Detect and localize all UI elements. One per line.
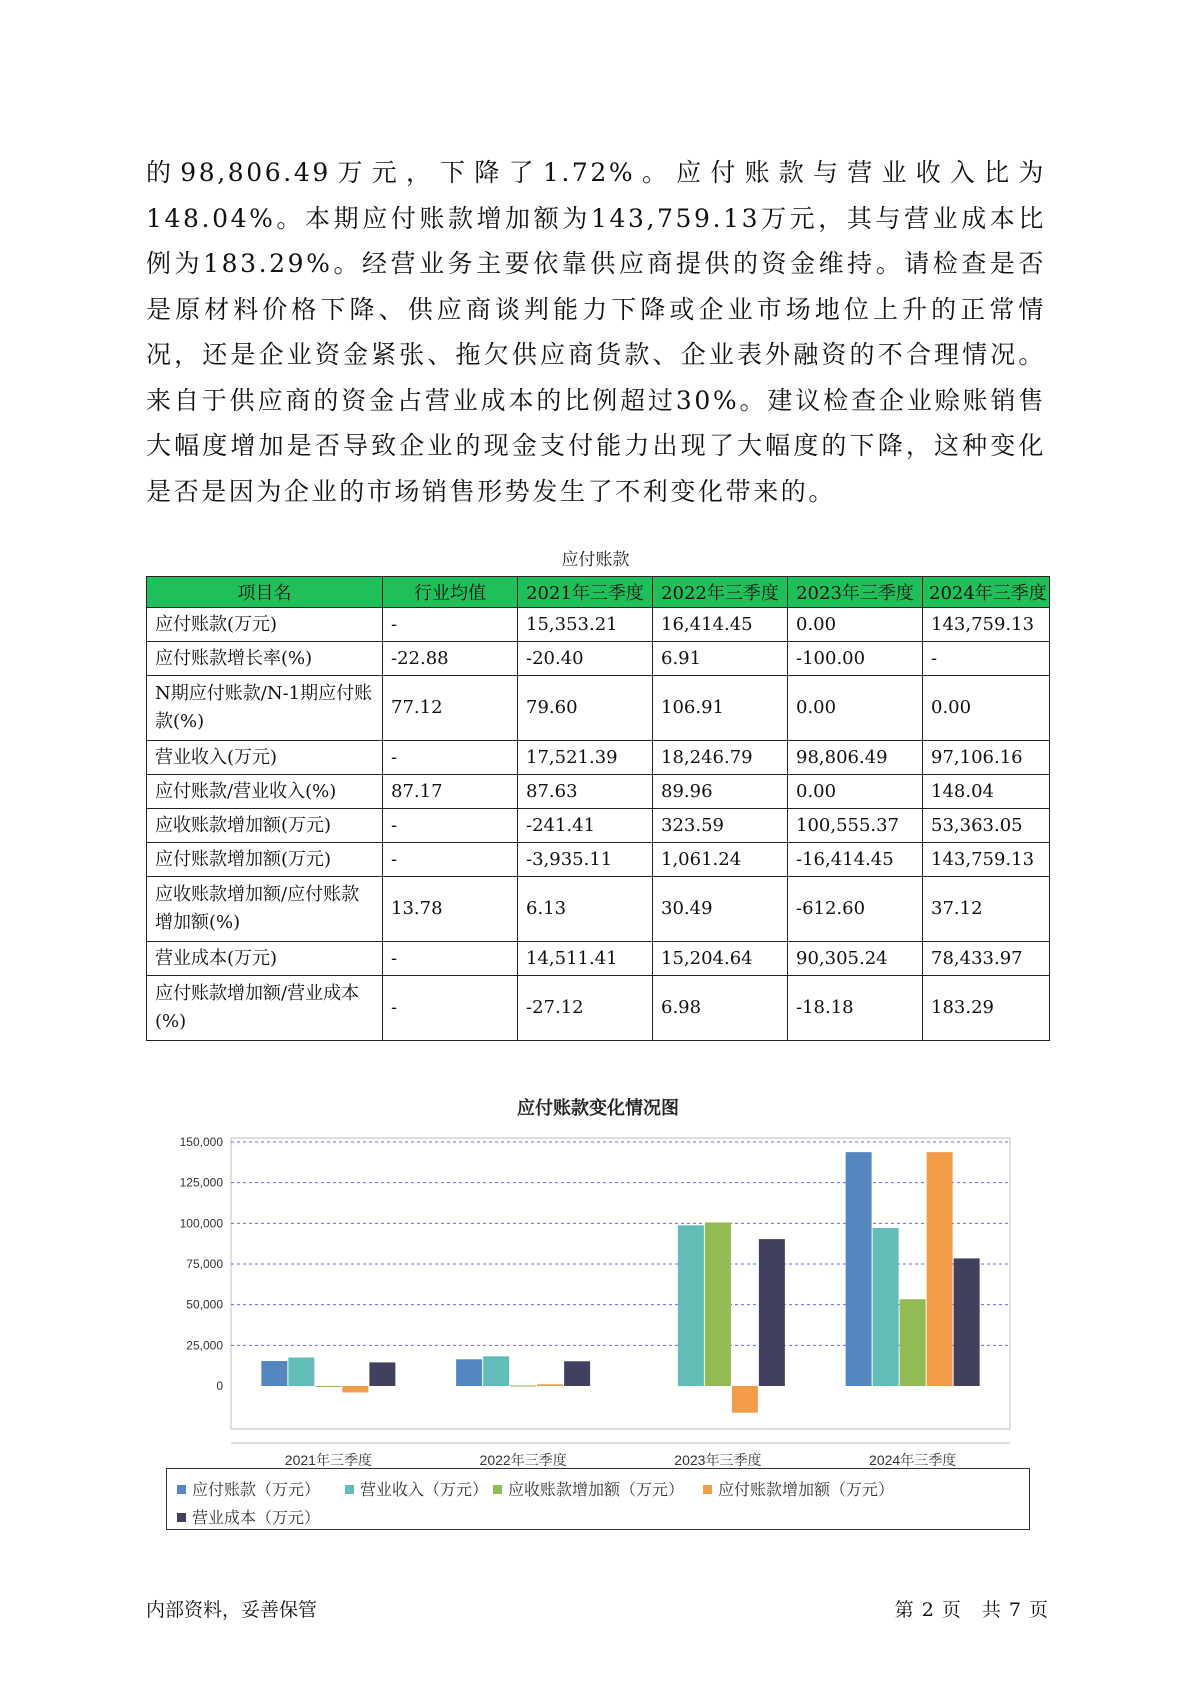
- y-tick-label: 150,000: [179, 1135, 223, 1149]
- table-cell: -27.12: [518, 976, 653, 1041]
- header-cell: 行业均值: [383, 577, 518, 608]
- table-cell: 6.13: [518, 877, 653, 942]
- table-cell: 89.96: [653, 775, 788, 809]
- bar: [261, 1361, 287, 1386]
- header-cell: 2022年三季度: [653, 577, 788, 608]
- legend-swatch: [177, 1485, 186, 1494]
- table-cell: -20.40: [518, 642, 653, 676]
- legend-item: [493, 1477, 684, 1500]
- legend-swatch: [345, 1485, 354, 1494]
- bar: [342, 1386, 368, 1392]
- table-row: [147, 843, 1050, 877]
- legend-item: [177, 1505, 320, 1528]
- table-cell: -: [383, 843, 518, 877]
- bar: [759, 1239, 785, 1386]
- table-cell: -18.18: [788, 976, 923, 1041]
- chart-title: 应付账款变化情况图: [517, 1098, 679, 1118]
- y-tick-label: 125,000: [179, 1175, 223, 1190]
- legend-label: 营业成本（万元）: [192, 1510, 321, 1527]
- table-cell: N期应付账款/N-1期应付账款(%): [147, 676, 383, 741]
- table-cell: 1,061.24: [653, 843, 788, 877]
- x-tick-label: 2022年三季度: [479, 1452, 567, 1468]
- table-row: [147, 642, 1050, 676]
- table-cell: 143,759.13: [923, 608, 1050, 642]
- bar: [954, 1258, 980, 1386]
- y-tick-label: 75,000: [186, 1257, 223, 1271]
- table-cell: 183.29: [923, 976, 1050, 1041]
- header-cell: 项目名: [147, 577, 383, 608]
- legend-label: 营业收入（万元）: [360, 1482, 489, 1499]
- table-cell: 应付账款增加额/营业成本(%): [147, 976, 383, 1041]
- header-cell: 2024年三季度: [923, 577, 1050, 608]
- y-tick-label: 100,000: [179, 1216, 223, 1231]
- table-cell: 应付账款增长率(%): [147, 642, 383, 676]
- x-tick-label: 2021年三季度: [284, 1452, 372, 1468]
- legend-item: [177, 1477, 320, 1500]
- bar: [537, 1384, 563, 1386]
- bar: [369, 1362, 395, 1386]
- table-cell: 0.00: [788, 676, 923, 741]
- table-cell: 15,204.64: [653, 942, 788, 976]
- legend-label: 应付账款增加额（万元）: [718, 1482, 895, 1499]
- table-cell: 323.59: [653, 809, 788, 843]
- table-row: [147, 809, 1050, 843]
- table-cell: 应收账款增加额/应付账款增加额(%): [147, 877, 383, 942]
- table-cell: 0.00: [788, 775, 923, 809]
- table-cell: 97,106.16: [923, 741, 1050, 775]
- table-cell: -612.60: [788, 877, 923, 942]
- x-tick-label: 2023年三季度: [674, 1452, 762, 1468]
- table-row: [147, 976, 1050, 1041]
- bar: [846, 1152, 872, 1386]
- bar: [483, 1356, 509, 1386]
- bar: [900, 1299, 926, 1386]
- table-caption: 应付账款: [561, 550, 630, 570]
- table-cell: 0.00: [923, 676, 1050, 741]
- bar: [927, 1152, 953, 1386]
- table-cell: 37.12: [923, 877, 1050, 942]
- table-cell: 应收账款增加额(万元): [147, 809, 383, 843]
- table-cell: 应付账款/营业收入(%): [147, 775, 383, 809]
- legend-item: [703, 1477, 894, 1500]
- legend-swatch: [493, 1485, 502, 1494]
- table-row: [147, 775, 1050, 809]
- table-cell: 98,806.49: [788, 741, 923, 775]
- y-tick-label: 50,000: [186, 1297, 223, 1312]
- x-tick-label: 2024年三季度: [869, 1452, 957, 1468]
- legend-label: 应付账款（万元）: [192, 1482, 321, 1499]
- table-cell: 106.91: [653, 676, 788, 741]
- table-row: [147, 942, 1050, 976]
- table-cell: 87.63: [518, 775, 653, 809]
- header-cell: 2021年三季度: [518, 577, 653, 608]
- table-cell: 应付账款增加额(万元): [147, 843, 383, 877]
- table-cell: 100,555.37: [788, 809, 923, 843]
- bar: [678, 1225, 704, 1386]
- table-cell: 17,521.39: [518, 741, 653, 775]
- table-cell: -22.88: [383, 642, 518, 676]
- bar: [873, 1228, 899, 1386]
- table-cell: 79.60: [518, 676, 653, 741]
- table-cell: 14,511.41: [518, 942, 653, 976]
- table-cell: 13.78: [383, 877, 518, 942]
- table-cell: 143,759.13: [923, 843, 1050, 877]
- footer-page-number: 第 2 页 共 7 页: [894, 1599, 1049, 1621]
- table-row: [147, 877, 1050, 942]
- bar: [564, 1361, 590, 1386]
- table-cell: 6.91: [653, 642, 788, 676]
- accounts-payable-table: [146, 576, 1050, 1041]
- table-row: [147, 741, 1050, 775]
- table-cell: -100.00: [788, 642, 923, 676]
- table-cell: 78,433.97: [923, 942, 1050, 976]
- bar: [732, 1386, 758, 1413]
- bar: [315, 1386, 341, 1387]
- table-cell: 77.12: [383, 676, 518, 741]
- table-row: [147, 608, 1050, 642]
- table-cell: -: [383, 942, 518, 976]
- table-cell: 30.49: [653, 877, 788, 942]
- y-tick-label: 25,000: [186, 1338, 223, 1353]
- table-cell: -16,414.45: [788, 843, 923, 877]
- footer-confidential-note: 内部资料，妥善保管: [146, 1599, 318, 1621]
- table-cell: 18,246.79: [653, 741, 788, 775]
- table-cell: 营业收入(万元): [147, 741, 383, 775]
- table-cell: -: [383, 741, 518, 775]
- table-cell: -: [383, 809, 518, 843]
- y-tick-label: 0: [216, 1379, 223, 1393]
- body-paragraph: 的98,806.49万元，下降了1.72%。应付账款与营业收入比为148.04%。本期应付账款增加额为143,759.13万元，其与营业成本比例为183.29%。经营业务主要依靠供应商提供的资金维持。请检查是否是原材料价格下降、供应商谈判能力下降或企业市场地位上升的正常情况，还是企业资金紧张、拖欠供应商货款、企业表外融资的不合理情况。来自于供应商的资金占营业成本的比例超过30%。建议检查企业赊账销售大幅度增加是否导致企业的现金支付能力出现了大幅度的下降，这种变化是否是因为企业的市场销售形势发生了不利变化带来的。: [146, 158, 1046, 506]
- bar: [510, 1385, 536, 1386]
- table-cell: 应付账款(万元): [147, 608, 383, 642]
- table-cell: 148.04: [923, 775, 1050, 809]
- table-cell: 6.98: [653, 976, 788, 1041]
- table-header-row: [147, 577, 1050, 608]
- bar: [288, 1357, 314, 1386]
- bar: [456, 1359, 482, 1386]
- table-cell: -: [383, 608, 518, 642]
- legend-swatch: [703, 1485, 712, 1494]
- table-cell: 15,353.21: [518, 608, 653, 642]
- table-cell: -241.41: [518, 809, 653, 843]
- table-cell: 16,414.45: [653, 608, 788, 642]
- table-cell: 53,363.05: [923, 809, 1050, 843]
- table-cell: 营业成本(万元): [147, 942, 383, 976]
- header-cell: 2023年三季度: [788, 577, 923, 608]
- chart-legend: [166, 1468, 1030, 1530]
- legend-swatch: [177, 1513, 186, 1522]
- table-cell: 87.17: [383, 775, 518, 809]
- bar: [705, 1222, 731, 1386]
- table-cell: 0.00: [788, 608, 923, 642]
- legend-item: [345, 1477, 488, 1500]
- legend-label: 应收账款增加额（万元）: [508, 1482, 685, 1499]
- table-row: [147, 676, 1050, 741]
- table-cell: -: [383, 976, 518, 1041]
- table-cell: -: [923, 642, 1050, 676]
- table-cell: -3,935.11: [518, 843, 653, 877]
- table-cell: 90,305.24: [788, 942, 923, 976]
